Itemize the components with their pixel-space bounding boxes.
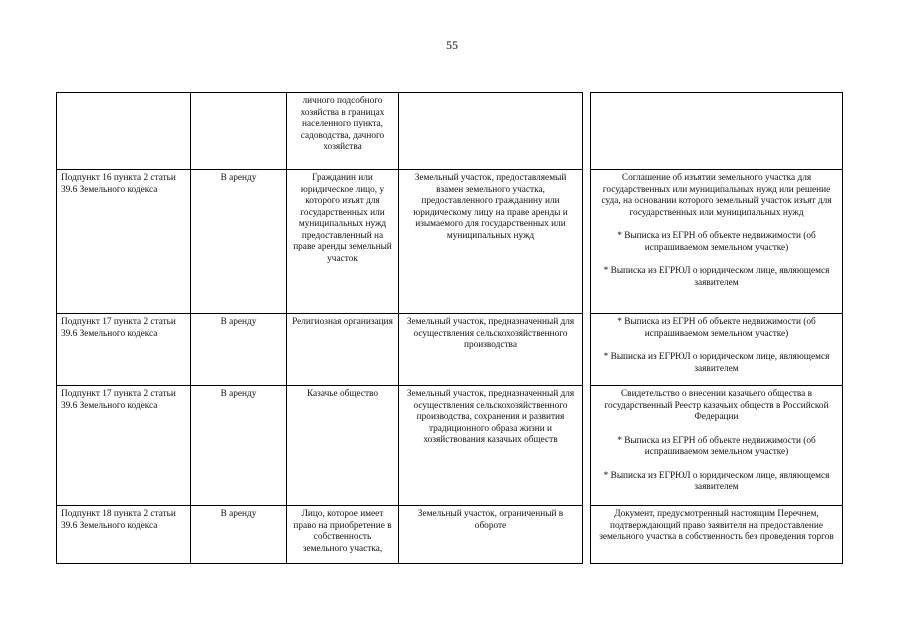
- column-gap: [583, 386, 591, 506]
- land-plot-cell: [399, 506, 583, 564]
- table-row: [57, 170, 843, 314]
- applicant-cell-text: Казачье общество: [306, 389, 379, 399]
- document-item: Соглашение об изъятии земельного участка для государственных или муниципальных нужд или решение суда, на основании которого земельный участок изъят для государственных или муниципальных нужд: [601, 173, 832, 218]
- legal-basis-cell: [57, 170, 191, 314]
- table-row: [57, 314, 843, 386]
- documents-cell: [591, 386, 843, 506]
- land-plot-cell-text: Земельный участок, ограниченный в обороте: [417, 509, 564, 531]
- applicant-cell: [287, 386, 399, 506]
- documents-cell: [591, 506, 843, 564]
- applicant-cell-text: личного подсобного хозяйства в границах населенного пункта, садоводства, дачного хозяйства: [300, 96, 385, 152]
- table-row: [57, 506, 843, 564]
- legal-basis-cell-text: Подпункт 16 пункта 2 статьи 39.6 Земельного кодекса: [61, 173, 176, 195]
- legal-basis-cell: [57, 506, 191, 564]
- grant-type-cell-text: В аренду: [220, 173, 257, 183]
- land-plot-cell: [399, 93, 583, 170]
- page-number: 55: [446, 38, 458, 52]
- legal-basis-cell: [57, 93, 191, 170]
- documents-cell: [591, 93, 843, 170]
- grant-type-cell: [191, 386, 287, 506]
- land-plot-cell: [399, 314, 583, 386]
- document-item: * Выписка из ЕГРН об объекте недвижимости (об испрашиваемом земельном участке): [617, 435, 816, 457]
- documents-table: [56, 92, 843, 564]
- applicant-cell: [287, 93, 399, 170]
- column-gap: [583, 314, 591, 386]
- legal-basis-cell: [57, 314, 191, 386]
- documents-cell: [591, 314, 843, 386]
- land-plot-cell: [399, 170, 583, 314]
- applicant-cell-text: Лицо, которое имеет право на приобретение в собственность земельного участка,: [293, 509, 392, 554]
- document-item: * Выписка из ЕГРЮЛ о юридическом лице, являющемся заявителем: [603, 470, 830, 492]
- land-plot-cell-text: Земельный участок, предназначенный для осуществления сельскохозяйственного производства, сохранения и развития традиционного образа жизни и хозяйствования казачьих обществ: [406, 389, 575, 445]
- grant-type-cell-text: В аренду: [220, 509, 257, 519]
- legal-basis-cell: [57, 386, 191, 506]
- legal-basis-cell-text: Подпункт 17 пункта 2 статьи 39.6 Земельного кодекса: [61, 317, 176, 339]
- applicant-cell: [287, 314, 399, 386]
- grant-type-cell: [191, 170, 287, 314]
- table-row: [57, 93, 843, 170]
- land-plot-cell-text: Земельный участок, предназначенный для осуществления сельскохозяйственного производства: [406, 317, 575, 350]
- grant-type-cell: [191, 506, 287, 564]
- legal-basis-cell-text: Подпункт 17 пункта 2 статьи 39.6 Земельного кодекса: [61, 389, 176, 411]
- grant-type-cell-text: В аренду: [220, 317, 257, 327]
- applicant-cell-text: Гражданин или юридическое лицо, у которого изъят для государственных или муниципальных нужд предоставленный на праве аренды земельный участок: [293, 173, 392, 264]
- document-item: Свидетельство о внесении казачьего общества в государственный Реестр казачьих обществ в Российской Федерации: [604, 389, 829, 422]
- column-gap: [583, 170, 591, 314]
- document-item: * Выписка из ЕГРН об объекте недвижимости (об испрашиваемом земельном участке): [617, 231, 816, 253]
- table-row: [57, 386, 843, 506]
- documents-cell: [591, 170, 843, 314]
- document-item: * Выписка из ЕГРЮЛ о юридическом лице, являющемся заявителем: [603, 352, 830, 374]
- legal-basis-cell-text: Подпункт 18 пункта 2 статьи 39.6 Земельного кодекса: [61, 509, 176, 531]
- applicant-cell: [287, 506, 399, 564]
- applicant-cell-text: Религиозная организация: [292, 317, 393, 327]
- grant-type-cell: [191, 93, 287, 170]
- document-item: Документ, предусмотренный настоящим Перечнем, подтверждающий право заявителя на предоставление земельного участка в собственность без проведения торгов: [599, 509, 834, 542]
- applicant-cell: [287, 170, 399, 314]
- land-plot-cell-text: Земельный участок, предоставляемый взамен земельного участка, предоставленного гражданину или юридическому лицу на праве аренды и изымаемого для государственных или муниципальных нужд: [413, 173, 568, 241]
- grant-type-cell-text: В аренду: [220, 389, 257, 399]
- grant-type-cell: [191, 314, 287, 386]
- column-gap: [583, 506, 591, 564]
- land-plot-cell: [399, 386, 583, 506]
- column-gap: [583, 93, 591, 170]
- document-item: * Выписка из ЕГРЮЛ о юридическом лице, являющемся заявителем: [603, 266, 830, 288]
- document-item: * Выписка из ЕГРН об объекте недвижимости (об испрашиваемом земельном участке): [617, 317, 816, 339]
